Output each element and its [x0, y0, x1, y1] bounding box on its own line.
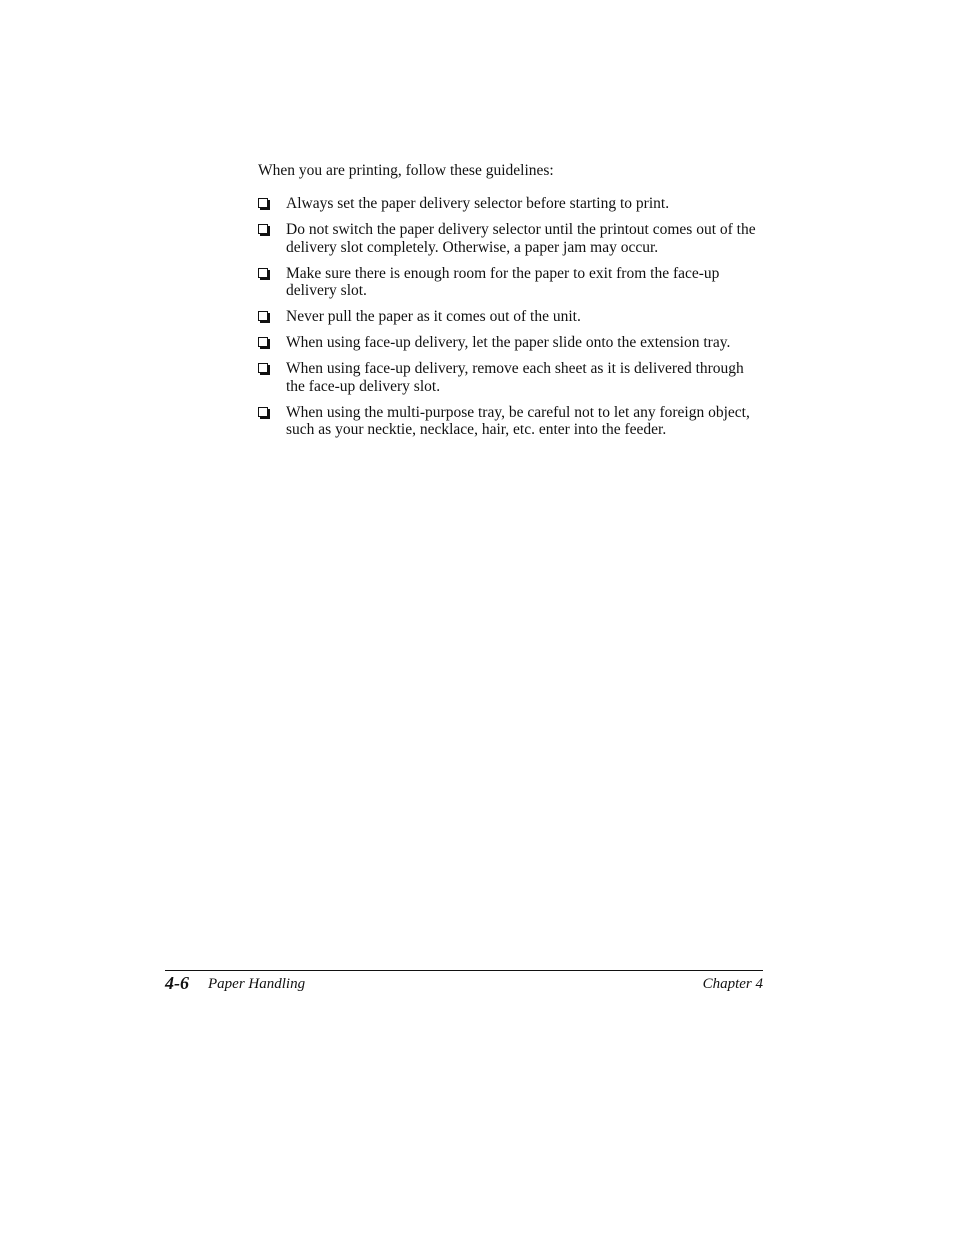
section-title: Paper Handling [208, 976, 306, 992]
list-item [258, 195, 764, 213]
list-item [258, 404, 764, 439]
chapter-label: Chapter 4 [702, 976, 763, 992]
list-item-text: When using face-up delivery, remove each sheet as it is delivered through the face-up delivery slot. [286, 360, 744, 395]
list-item [258, 308, 764, 326]
checkbox-icon [258, 337, 268, 347]
guidelines-list [258, 195, 764, 439]
checkbox-icon [258, 268, 268, 278]
list-item-text: Never pull the paper as it comes out of the unit. [286, 308, 581, 325]
checkbox-icon [258, 224, 268, 234]
checkbox-icon [258, 407, 268, 417]
checkbox-icon [258, 363, 268, 373]
page-body [258, 161, 764, 447]
checkbox-icon [258, 311, 268, 321]
list-item-text: Always set the paper delivery selector before starting to print. [286, 195, 670, 212]
list-item [258, 265, 764, 300]
checkbox-icon [258, 198, 268, 208]
list-item [258, 334, 764, 352]
list-item [258, 221, 764, 256]
list-item [258, 360, 764, 395]
page-number: 4-6 [165, 973, 189, 993]
intro-text: When you are printing, follow these guidelines: [258, 162, 554, 179]
list-item-text: When using the multi-purpose tray, be careful not to let any foreign object, such as your necktie, necklace, hair, etc. enter into the feeder. [286, 403, 750, 438]
page-footer [165, 970, 763, 1001]
list-item-text: Make sure there is enough room for the paper to exit from the face-up delivery slot. [286, 264, 720, 299]
list-item-text: Do not switch the paper delivery selector until the printout comes out of the delivery slot completely. Otherwise, a paper jam may occur. [286, 221, 756, 256]
list-item-text: When using face-up delivery, let the paper slide onto the extension tray. [286, 334, 731, 351]
